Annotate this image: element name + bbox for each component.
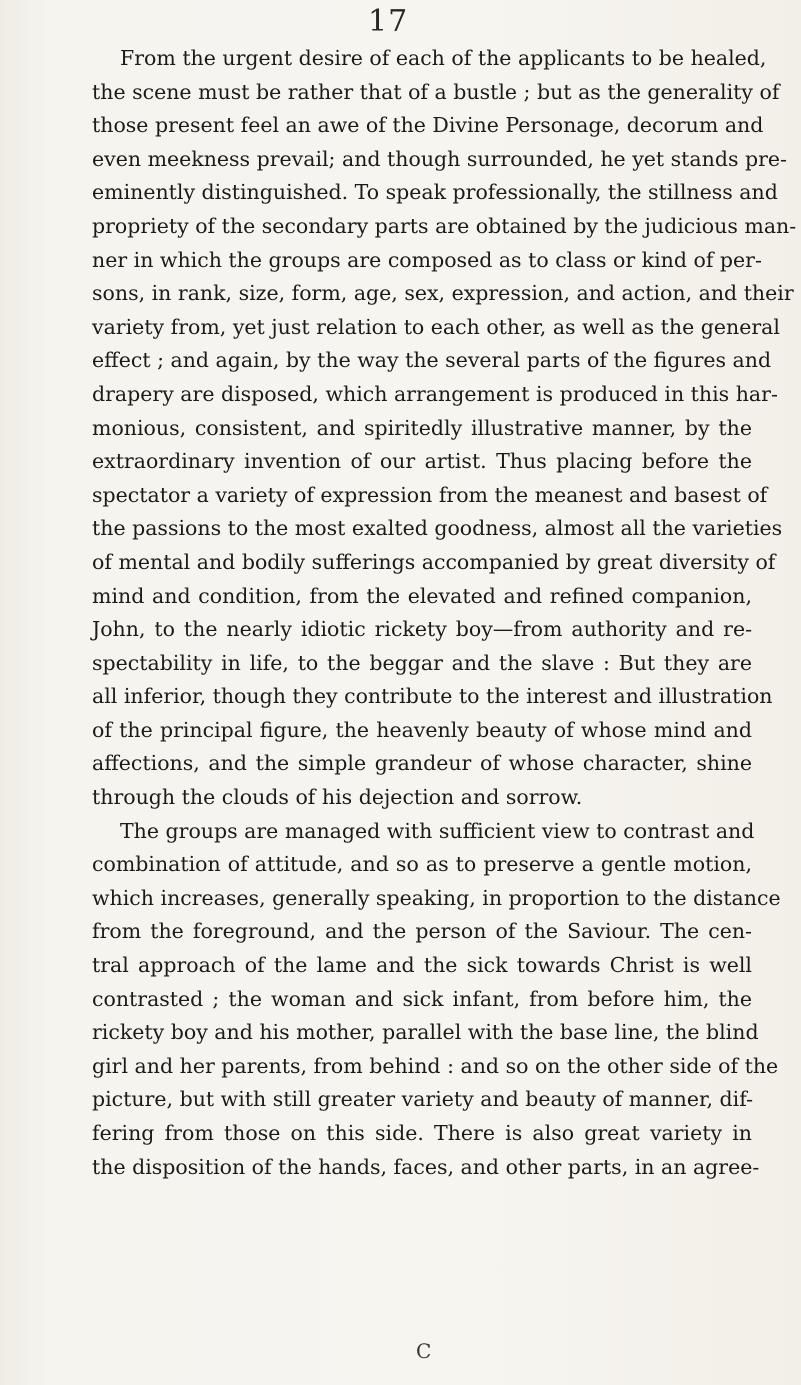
text-line: sons, in rank, size, form, age, sex, expression, and action, and their	[92, 281, 794, 306]
text-line: of the principal figure, the heavenly beauty of whose mind and	[92, 717, 752, 742]
text-line: ner in which the groups are composed as to class or kind of per-	[92, 247, 762, 272]
text-line: fering from those on this side. There is also great variety in	[92, 1121, 752, 1145]
body-text	[92, 42, 797, 1184]
text-line: mind and condition, from the elevated and refined companion,	[92, 583, 752, 608]
text-line: which increases, generally speaking, in proportion to the distance	[92, 885, 781, 910]
text-line: extraordinary invention of our artist. Thus placing before the	[92, 449, 752, 474]
text-line: of mental and bodily sufferings accompanied by great diversity of	[92, 549, 776, 574]
text-line: through the clouds of his dejection and sorrow.	[92, 785, 583, 810]
text-line: those present feel an awe of the Divine Personage, decorum and	[92, 113, 764, 138]
text-line: effect ; and again, by the way the several parts of the figures and	[92, 348, 772, 373]
text-line: propriety of the secondary parts are obtained by the judicious man-	[92, 213, 797, 238]
text-line: John, to the nearly idiotic rickety boy—from authority and re-	[92, 617, 752, 642]
text-line: combination of attitude, and so as to preserve a gentle motion,	[92, 852, 752, 877]
text-line: the scene must be rather that of a bustle ; but as the generality of	[92, 79, 780, 104]
page-number: 17	[368, 4, 409, 39]
text-line: picture, but with still greater variety and beauty of manner, dif-	[92, 1087, 754, 1112]
text-line: girl and her parents, from behind : and so on the other side of the	[92, 1053, 779, 1078]
text-line: contrasted ; the woman and sick infant, from before him, the	[92, 986, 752, 1011]
text-line: monious, consistent, and spiritedly illustrative manner, by the	[92, 415, 752, 440]
text-line: spectator a variety of expression from the meanest and basest of	[92, 482, 768, 507]
text-line: eminently distinguished. To speak professionally, the stillness and	[92, 180, 778, 205]
signature-mark: C	[416, 1339, 432, 1363]
text-line: rickety boy and his mother, parallel with the base line, the blind	[92, 1020, 759, 1045]
text-line: the disposition of the hands, faces, and other parts, in an agree-	[92, 1154, 760, 1179]
text-line: spectability in life, to the beggar and the slave : But they are	[92, 650, 752, 675]
text-line: From the urgent desire of each of the applicants to be healed,	[120, 46, 767, 70]
text-line: The groups are managed with sufficient view to contrast and	[120, 818, 755, 843]
text-line: the passions to the most exalted goodness, almost all the varieties	[92, 516, 783, 541]
text-line: from the foreground, and the person of the Saviour. The cen-	[92, 919, 752, 944]
text-line: variety from, yet just relation to each other, as well as the general	[92, 314, 780, 339]
text-line: all inferior, though they contribute to the interest and illustration	[92, 684, 773, 709]
text-line: affections, and the simple grandeur of whose character, shine	[92, 751, 752, 776]
text-line: even meekness prevail; and though surrounded, he yet stands pre-	[92, 146, 787, 171]
text-line: tral approach of the lame and the sick towards Christ is well	[92, 953, 752, 978]
text-line: drapery are disposed, which arrangement is produced in this har-	[92, 381, 778, 406]
